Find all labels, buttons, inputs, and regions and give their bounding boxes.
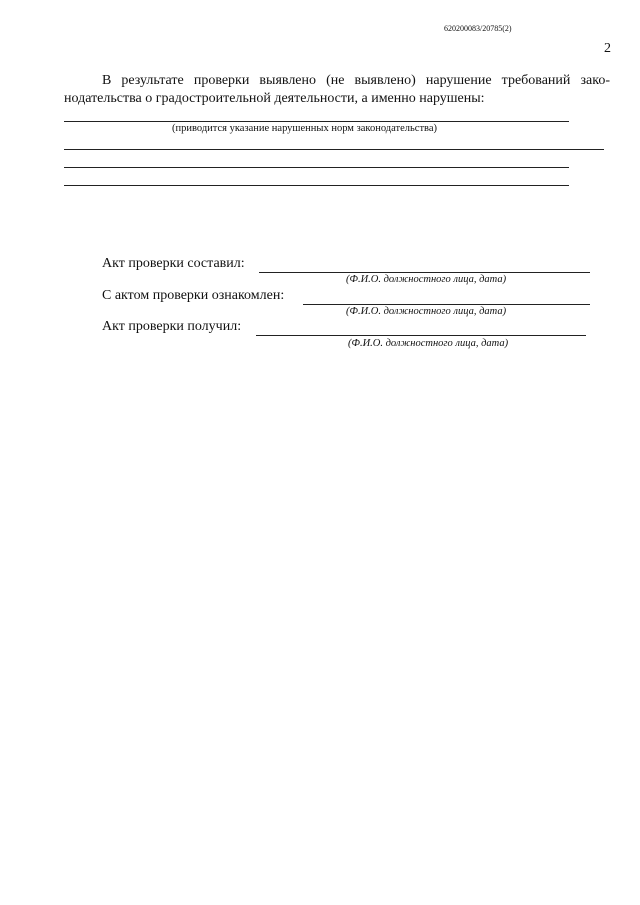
signature-hint-acquainted: (Ф.И.О. должностного лица, дата) <box>346 306 507 317</box>
findings-paragraph <box>64 72 610 108</box>
findings-line-1: В результате проверки выявлено (не выявлено) нарушение требований зако- <box>102 73 610 88</box>
signature-label-compiled: Акт проверки составил: <box>102 256 245 271</box>
document-number: 620200083/20785(2) <box>444 24 512 33</box>
signature-hint-compiled: (Ф.И.О. должностного лица, дата) <box>346 274 507 285</box>
violation-fill-line-2[interactable] <box>64 149 604 150</box>
findings-line-2: нодательства о градостроительной деятельности, а именно нарушены: <box>64 91 485 106</box>
signature-hint-received: (Ф.И.О. должностного лица, дата) <box>348 338 509 349</box>
violation-fill-line-1[interactable] <box>64 121 569 122</box>
signature-line-received[interactable] <box>256 335 586 336</box>
signature-line-acquainted[interactable] <box>303 304 590 305</box>
violation-hint: (приводится указание нарушенных норм законодательства) <box>172 123 438 134</box>
page-number: 2 <box>604 41 611 56</box>
signature-line-compiled[interactable] <box>259 272 590 273</box>
signature-label-received: Акт проверки получил: <box>102 319 242 334</box>
signature-label-acquainted: С актом проверки ознакомлен: <box>102 288 285 303</box>
violation-fill-line-4[interactable] <box>64 185 569 186</box>
violation-fill-line-3[interactable] <box>64 167 569 168</box>
